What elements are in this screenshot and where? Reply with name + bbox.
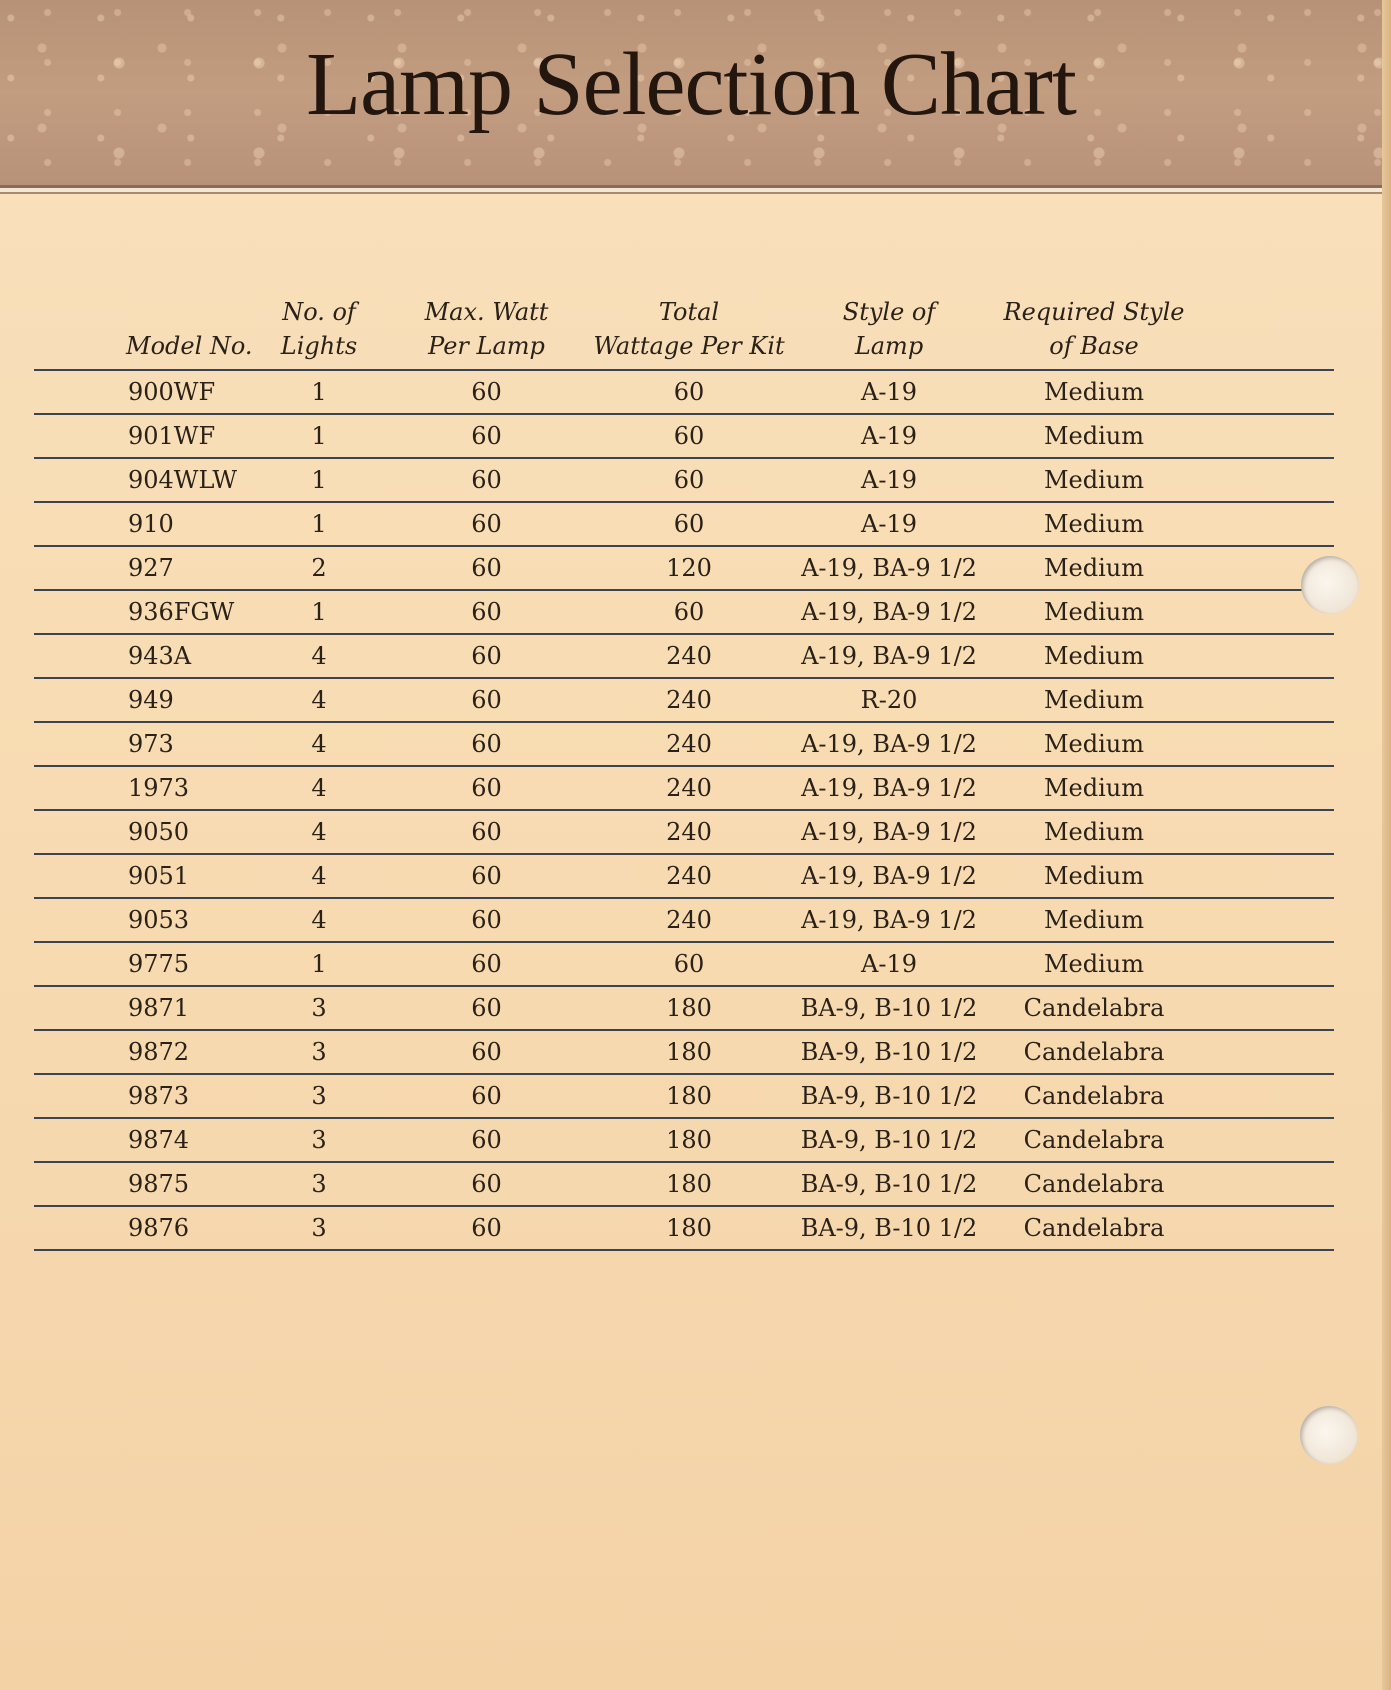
cell-max-watt: 60 (384, 942, 589, 986)
cell-total-wattage: 240 (589, 678, 789, 722)
cell-model-no: 9053 (34, 898, 254, 942)
page-title: Lamp Selection Chart (306, 35, 1076, 134)
cell-style-of-lamp: A-19 (789, 942, 989, 986)
table-row (34, 898, 1334, 942)
cell-spacer (1199, 634, 1334, 678)
cell-required-base: Medium (989, 458, 1199, 502)
cell-style-of-lamp: BA-9, B-10 1/2 (789, 986, 989, 1030)
cell-model-no: 936FGW (34, 590, 254, 634)
cell-spacer (1199, 1118, 1334, 1162)
cell-style-of-lamp: A-19, BA-9 1/2 (789, 722, 989, 766)
cell-max-watt: 60 (384, 590, 589, 634)
table-row (34, 458, 1334, 502)
cell-style-of-lamp: A-19 (789, 458, 989, 502)
cell-required-base: Medium (989, 634, 1199, 678)
cell-spacer (1199, 722, 1334, 766)
cell-total-wattage: 240 (589, 810, 789, 854)
cell-max-watt: 60 (384, 986, 589, 1030)
cell-no-of-lights: 1 (254, 942, 384, 986)
cell-spacer (1199, 502, 1334, 546)
cell-required-base: Medium (989, 590, 1199, 634)
cell-spacer (1199, 766, 1334, 810)
cell-no-of-lights: 1 (254, 590, 384, 634)
cell-model-no: 9874 (34, 1118, 254, 1162)
cell-required-base: Candelabra (989, 1074, 1199, 1118)
table-row (34, 810, 1334, 854)
cell-style-of-lamp: R-20 (789, 678, 989, 722)
cell-no-of-lights: 4 (254, 854, 384, 898)
cell-max-watt: 60 (384, 1118, 589, 1162)
cell-spacer (1199, 810, 1334, 854)
table-header-row (34, 295, 1334, 370)
cell-spacer (1199, 854, 1334, 898)
cell-model-no: 9050 (34, 810, 254, 854)
cell-total-wattage: 240 (589, 854, 789, 898)
table-row (34, 678, 1334, 722)
cell-style-of-lamp: A-19, BA-9 1/2 (789, 766, 989, 810)
table-row (34, 722, 1334, 766)
cell-max-watt: 60 (384, 810, 589, 854)
cell-no-of-lights: 4 (254, 810, 384, 854)
table-row (34, 942, 1334, 986)
title-banner (0, 0, 1382, 188)
cell-required-base: Medium (989, 942, 1199, 986)
cell-spacer (1199, 458, 1334, 502)
cell-max-watt: 60 (384, 1074, 589, 1118)
cell-required-base: Medium (989, 502, 1199, 546)
cell-no-of-lights: 4 (254, 898, 384, 942)
cell-total-wattage: 120 (589, 546, 789, 590)
cell-required-base: Candelabra (989, 1118, 1199, 1162)
cell-total-wattage: 60 (589, 502, 789, 546)
cell-total-wattage: 180 (589, 1118, 789, 1162)
cell-model-no: 910 (34, 502, 254, 546)
table-row (34, 590, 1334, 634)
cell-no-of-lights: 2 (254, 546, 384, 590)
cell-total-wattage: 60 (589, 458, 789, 502)
cell-required-base: Medium (989, 722, 1199, 766)
cell-style-of-lamp: A-19 (789, 502, 989, 546)
cell-no-of-lights: 4 (254, 766, 384, 810)
cell-model-no: 9775 (34, 942, 254, 986)
cell-no-of-lights: 4 (254, 634, 384, 678)
table-row (34, 634, 1334, 678)
cell-required-base: Medium (989, 898, 1199, 942)
cell-max-watt: 60 (384, 1206, 589, 1250)
cell-required-base: Medium (989, 546, 1199, 590)
cell-required-base: Candelabra (989, 1162, 1199, 1206)
cell-model-no: 901WF (34, 414, 254, 458)
cell-max-watt: 60 (384, 1162, 589, 1206)
cell-spacer (1199, 678, 1334, 722)
cell-model-no: 904WLW (34, 458, 254, 502)
cell-spacer (1199, 1074, 1334, 1118)
cell-max-watt: 60 (384, 370, 589, 414)
cell-model-no: 9876 (34, 1206, 254, 1250)
header-no-of-lights: No. of Lights (254, 295, 384, 370)
cell-model-no: 973 (34, 722, 254, 766)
cell-total-wattage: 240 (589, 766, 789, 810)
cell-model-no: 900WF (34, 370, 254, 414)
cell-required-base: Medium (989, 370, 1199, 414)
table-row (34, 1118, 1334, 1162)
cell-no-of-lights: 1 (254, 370, 384, 414)
lamp-selection-table (34, 295, 1334, 1251)
cell-style-of-lamp: BA-9, B-10 1/2 (789, 1206, 989, 1250)
cell-model-no: 927 (34, 546, 254, 590)
cell-max-watt: 60 (384, 414, 589, 458)
cell-style-of-lamp: BA-9, B-10 1/2 (789, 1030, 989, 1074)
header-model-no: Model No. (34, 295, 254, 370)
cell-spacer (1199, 942, 1334, 986)
cell-model-no: 9875 (34, 1162, 254, 1206)
cell-max-watt: 60 (384, 502, 589, 546)
cell-spacer (1199, 414, 1334, 458)
cell-no-of-lights: 3 (254, 1162, 384, 1206)
cell-max-watt: 60 (384, 634, 589, 678)
cell-style-of-lamp: A-19 (789, 370, 989, 414)
cell-no-of-lights: 1 (254, 414, 384, 458)
cell-no-of-lights: 3 (254, 1030, 384, 1074)
binder-hole-bottom (1300, 1406, 1358, 1464)
cell-no-of-lights: 3 (254, 1206, 384, 1250)
cell-style-of-lamp: A-19, BA-9 1/2 (789, 898, 989, 942)
binder-hole-top (1301, 556, 1359, 614)
cell-spacer (1199, 1030, 1334, 1074)
table-row (34, 1030, 1334, 1074)
cell-required-base: Candelabra (989, 1206, 1199, 1250)
header-max-watt: Max. Watt Per Lamp (384, 295, 589, 370)
cell-model-no: 943A (34, 634, 254, 678)
cell-no-of-lights: 3 (254, 986, 384, 1030)
table-row (34, 370, 1334, 414)
cell-no-of-lights: 1 (254, 458, 384, 502)
table-row (34, 414, 1334, 458)
cell-required-base: Medium (989, 766, 1199, 810)
cell-spacer (1199, 370, 1334, 414)
cell-style-of-lamp: A-19 (789, 414, 989, 458)
cell-total-wattage: 180 (589, 1074, 789, 1118)
cell-style-of-lamp: BA-9, B-10 1/2 (789, 1118, 989, 1162)
cell-style-of-lamp: A-19, BA-9 1/2 (789, 590, 989, 634)
cell-max-watt: 60 (384, 678, 589, 722)
cell-max-watt: 60 (384, 722, 589, 766)
header-total-wattage: Total Wattage Per Kit (589, 295, 789, 370)
cell-spacer (1199, 1206, 1334, 1250)
cell-required-base: Candelabra (989, 986, 1199, 1030)
cell-total-wattage: 180 (589, 986, 789, 1030)
cell-max-watt: 60 (384, 898, 589, 942)
header-required-base: Required Style of Base (989, 295, 1199, 370)
cell-no-of-lights: 3 (254, 1074, 384, 1118)
cell-total-wattage: 60 (589, 590, 789, 634)
cell-required-base: Medium (989, 678, 1199, 722)
table-row (34, 766, 1334, 810)
cell-style-of-lamp: A-19, BA-9 1/2 (789, 810, 989, 854)
cell-max-watt: 60 (384, 1030, 589, 1074)
cell-total-wattage: 60 (589, 414, 789, 458)
table-row (34, 1074, 1334, 1118)
cell-spacer (1199, 898, 1334, 942)
cell-max-watt: 60 (384, 766, 589, 810)
table-row (34, 986, 1334, 1030)
cell-model-no: 9051 (34, 854, 254, 898)
table-row (34, 1162, 1334, 1206)
cell-model-no: 9872 (34, 1030, 254, 1074)
cell-total-wattage: 240 (589, 722, 789, 766)
page-edge (1382, 0, 1391, 1690)
cell-required-base: Medium (989, 414, 1199, 458)
table-row (34, 1206, 1334, 1250)
cell-style-of-lamp: A-19, BA-9 1/2 (789, 634, 989, 678)
cell-total-wattage: 240 (589, 898, 789, 942)
cell-max-watt: 60 (384, 458, 589, 502)
cell-total-wattage: 180 (589, 1162, 789, 1206)
cell-model-no: 9871 (34, 986, 254, 1030)
table-row (34, 502, 1334, 546)
cell-required-base: Candelabra (989, 1030, 1199, 1074)
header-spacer (1199, 295, 1334, 370)
table-body (34, 370, 1334, 1250)
cell-required-base: Medium (989, 854, 1199, 898)
cell-style-of-lamp: BA-9, B-10 1/2 (789, 1074, 989, 1118)
cell-model-no: 949 (34, 678, 254, 722)
cell-no-of-lights: 4 (254, 722, 384, 766)
table-row (34, 854, 1334, 898)
cell-spacer (1199, 1162, 1334, 1206)
cell-total-wattage: 240 (589, 634, 789, 678)
cell-total-wattage: 180 (589, 1030, 789, 1074)
cell-style-of-lamp: BA-9, B-10 1/2 (789, 1162, 989, 1206)
cell-total-wattage: 180 (589, 1206, 789, 1250)
cell-spacer (1199, 986, 1334, 1030)
cell-total-wattage: 60 (589, 942, 789, 986)
cell-no-of-lights: 1 (254, 502, 384, 546)
cell-no-of-lights: 3 (254, 1118, 384, 1162)
cell-required-base: Medium (989, 810, 1199, 854)
cell-model-no: 1973 (34, 766, 254, 810)
cell-total-wattage: 60 (589, 370, 789, 414)
header-style-of-lamp: Style of Lamp (789, 295, 989, 370)
table-row (34, 546, 1334, 590)
cell-model-no: 9873 (34, 1074, 254, 1118)
cell-style-of-lamp: A-19, BA-9 1/2 (789, 854, 989, 898)
cell-no-of-lights: 4 (254, 678, 384, 722)
cell-max-watt: 60 (384, 546, 589, 590)
cell-style-of-lamp: A-19, BA-9 1/2 (789, 546, 989, 590)
cell-max-watt: 60 (384, 854, 589, 898)
